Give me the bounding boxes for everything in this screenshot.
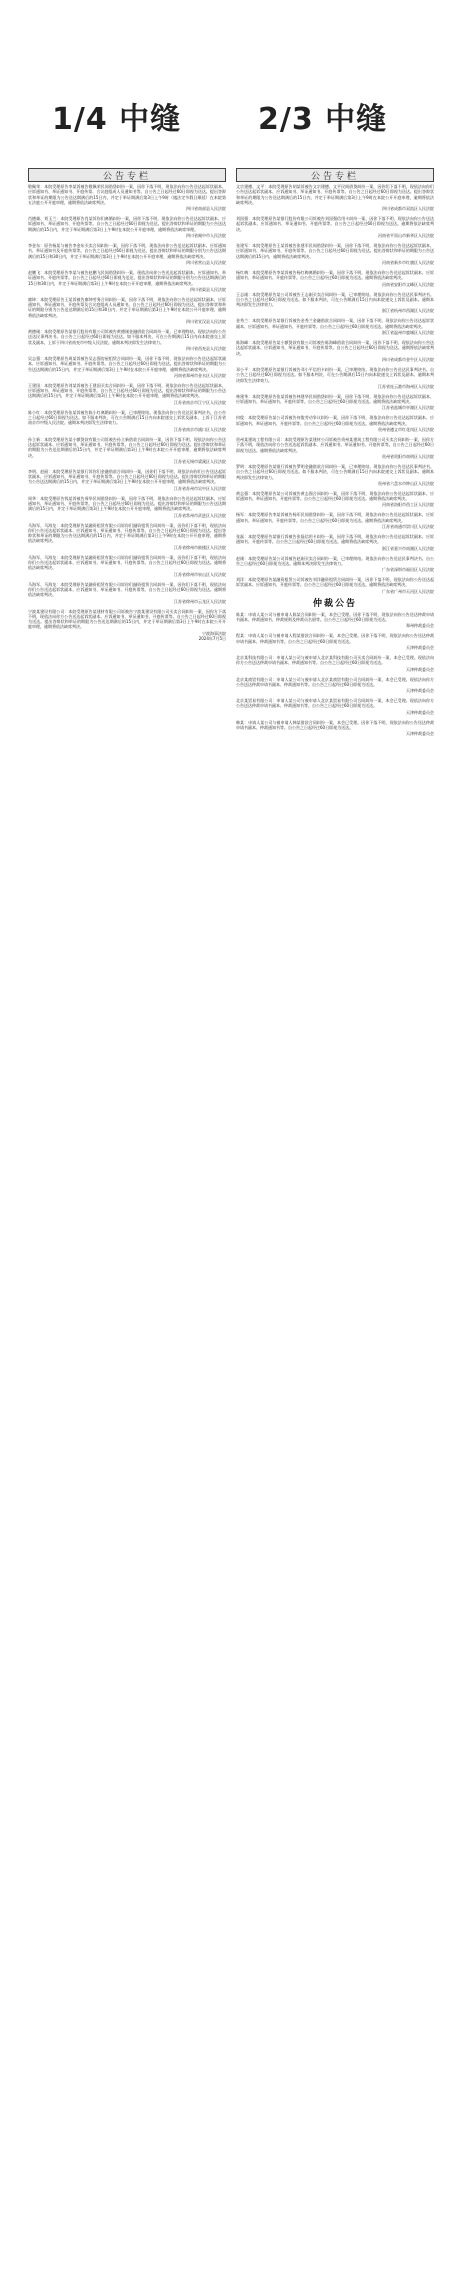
left-column-header: 公告专栏 [28,168,226,182]
notice-item [28,609,226,636]
notice-paragraph: 贵州某建筑工程有限公司：本院受理原告某建材公司诉被告贵州某建筑工程有限公司买卖合同纠纷一案，因你方下落不明，现依法向你方公告送达起诉状副本、应诉通知书、举证通知书、开庭传票等。自公告之日起经过60日即视为送达。逾期将依法缺席判决。 [236,437,434,453]
notice-signature: 四川省渠县人民法院 [190,286,226,292]
right-notice-list [236,184,434,594]
page-label-right: 2/3 中缝 [258,102,388,137]
notice-paragraph: 北京某商贸有限公司：申请人某公司与被申请人北京某商贸有限公司合同纠纷一案，本会已受理。现依法向你方公告送达仲裁申请书副本、仲裁通知书等。自公告之日起经过60日即视为送达。 [236,676,434,687]
notice-paragraph: 金秀兰：本院受理原告某银行诉被告金秀兰金融借款合同纠纷一案，因你下落不明，现依法向你公告送达起诉状副本、应诉通知书、举证通知书、开庭传票等。自公告之日起经过60日即视为送达。逾期将依法缺席判决。 [236,318,434,329]
notice-item [236,367,434,389]
notice-signature: 四川省成都市双流区人民法院 [382,206,434,212]
notice-signature: 广东省深圳市福田区人民法院 [382,567,434,573]
notice-signature: 四川省营山县人民法院 [186,259,226,265]
notice-item [28,410,226,432]
notice-paragraph: 张建军：本院受理原告王某诉被告张建军民间借贷纠纷一案，因你下落不明，现依法向你公告送达起诉状副本、应诉通知书、举证通知书、开庭传票等。自公告之日起经过60日即视为送达。提出答辩状和举证的期限为公告送达期满后的15日内，逾期将依法缺席判决。 [236,243,434,259]
notice-item [236,534,434,551]
notice-item [236,698,434,715]
notice-signature: 江苏省无锡市梁溪区人民法院 [174,458,226,464]
notice-paragraph: 孙立新：本院受理原告某小额贷款有限公司诉被告孙立新借款合同纠纷一案，因你下落不明，现依法向你公告送达起诉状副本、应诉通知书、举证通知书、开庭传票等。自公告之日起经过60日即视为送达。提出答辩状和举证的期限为公告送达期满后的15日内，并定于举证期满后第3日上午9时在本院公开开庭审理，逾期将依法缺席判决。 [28,436,226,458]
notice-paragraph: 王志刚：本院受理原告某公司诉被告王志刚买卖合同纠纷一案，已审理终结。现依法向你公告送达民事判决书。自公告之日起经过60日即视为送达。如不服本判决，可在公告期满后15日内向本院递交上诉状及副本。逾期本判决即发生法律效力。 [236,291,434,308]
notice-signature: 江苏省苏州市吴中区人民法院 [174,485,226,491]
notice-item [236,677,434,694]
notice-item [28,582,226,604]
notice-paragraph: 肖德雄、刘玉兰：本院受理原告肖某诉你们离婚纠纷一案，因你下落不明，现依法向你公告送达起诉状副本、应诉通知书、举证通知书、开庭传票等。自公告之日起经过60日即视为送达。提出答辩状和举证的期限为公告送达期满后的15日内，并定于举证期满后第3日上午9时在本院公开开庭审理，逾期将依法缺席审理。 [28,216,226,232]
notice-paragraph: 陈某：申请人某公司与被申请人陈某合同纠纷一案，本会已受理。因你下落不明，现依法向你公告送达仲裁申请书副本、仲裁通知书、仲裁规则及仲裁员名册等。自公告之日起经过60日即视为送达。 [236,611,434,623]
notice-paragraph: 敬佩荣：本院受理原告李某诉被告敬佩荣民间借贷纠纷一案，因你下落不明，现依法向你公告送达起诉状副本、应诉通知书、举证通知书、开庭传票、合议庭组成人员通知书等。自公告之日起经过60日即视为送达。提出答辩状和举证的期限为公告送达期满后的15日内，并定于举证期满后第3日上午9时（遇法定节假日顺延）在本院第五法庭公开开庭审理，逾期将依法缺席判决。 [28,184,226,205]
notice-item [236,415,434,432]
notice-paragraph: 马海军、马海龙：本院受理原告某融资租赁有限公司诉你们融资租赁合同纠纷一案，因你们下落不明，现依法向你们公告送达起诉状副本、应诉通知书、举证通知书、开庭传票等。自公告之日起经过60日即视为送达。逾期将依法缺席判决。 [28,554,226,571]
notice-item [28,469,226,491]
notice-paragraph: 张磊：本院受理原告某银行诉被告张磊信用卡纠纷一案，因你下落不明，现依法向你公告送达起诉状副本、应诉通知书、开庭传票等。自公告之日起经过60日即视为送达。逾期将依法缺席判决。 [236,533,434,545]
notice-item [236,464,434,486]
notice-item [236,184,434,211]
notice-item [236,394,434,411]
notice-paragraph: 程某：申请人某公司与被申请人程某借款合同纠纷一案，本会已受理。因你下落不明，现依法向你公告送达仲裁申请书副本、仲裁通知书等。自公告之日起经过60日即视为送达。 [236,633,434,644]
notice-paragraph: 杨红梅：本院受理原告李某诉被告杨红梅离婚纠纷一案，因你下落不明，现依法向你公告送达起诉状副本、应诉通知书、举证通知书、开庭传票等。自公告之日起经过60日即视为送达。逾期将依法缺席判决。 [236,269,434,281]
notice-signature: 江苏省徐州市鼓楼区人民法院 [174,544,226,550]
notice-signature: 宁波海事法院 [202,630,226,636]
notice-signature: 江苏省徐州市云龙区人民法院 [174,598,226,604]
notice-signature: 贵州省六盘水市钟山区人民法院 [378,480,434,486]
notice-signature: 浙江省温州市鹿城区人民法院 [382,330,434,336]
notice-item [28,184,226,211]
notice-paragraph: 宁波某建设有限公司：本院受理原告某建材有限公司诉被告宁波某建设有限公司买卖合同纠纷一案，因你方下落不明，现依法向你方公告送达起诉状副本、应诉通知书、举证通知书、开庭传票等。自公告之日起经过60日即视为送达。提出答辩状和举证的期限为公告送达期满后的15日内，并定于举证期满后第3日上午9时在本院公开开庭审理，逾期将依法缺席判决。 [28,608,226,630]
notice-item [236,270,434,287]
notice-paragraph: 吴志强：本院受理原告周某诉被告吴志强房屋租赁合同纠纷一案，因你下落不明，现依法向你公告送达起诉状副本、应诉通知书、举证通知书、开庭传票等。自公告之日起经过60日即视为送达。提出答辩状和举证的期限为公告送达期满后的15日内，并定于举证期满后第3日上午9时在本院公开开庭审理，逾期将依法缺席判决。 [28,355,226,372]
notice-signature: 贵州省贵阳市南明区人民法院 [382,453,434,459]
notice-paragraph: 文宗建德、文平：本院受理原告胡某诉被告文宗建德、文平民间借贷纠纷一案，因你们下落不明，现依法向你们公告送达起诉状副本、应诉通知书、举证通知书、开庭传票等。自公告之日起经过60日即视为送达。提出答辩状和举证的期限为公告送达期满后的15日内，并定于举证期满后第3日上午9时在本院公开开庭审理，逾期将依法缺席判决。 [236,184,434,205]
notice-signature: 浙江省嘉兴市南湖区人民法院 [382,545,434,551]
notice-item [28,329,226,351]
page-label-left: 1/4 中缝 [52,102,182,137]
notice-signature: 河南省郑州市金水区人民法院 [174,372,226,378]
notice-item [236,577,434,594]
notice-item [236,243,434,265]
notice-signature: 四川省南部县人民法院 [186,206,226,212]
notice-paragraph: 王建国：本院受理原告刘某诉被告王建国买卖合同纠纷一案，因你下落不明，现依法向你公告送达起诉状副本、应诉通知书、举证通知书、开庭传票等。自公告之日起经过60日即视为送达。提出答辩状和举证的期限为公告送达期满后的15日内，并定于举证期满后第3日上午9时在本院公开开庭审理，逾期将依法缺席判决。 [28,382,226,399]
left-footer-date: 2024年7月5日 [198,635,226,641]
notice-item [236,512,434,529]
notice-item [236,720,434,737]
notice-item [236,292,434,314]
notice-item [236,437,434,459]
notice-item [236,340,434,362]
notice-signature: 天津仲裁委员会 [406,666,434,672]
right-notice-column [236,168,434,2254]
notice-signature: 河南省安阳市文峰区人民法院 [382,281,434,287]
notice-signature: 天津仲裁委员会 [406,644,434,650]
notice-item [28,270,226,292]
notice-item [28,555,226,577]
notice-signature: 江苏省南通市崇川区人民法院 [382,523,434,529]
notice-paragraph: 李明、赵丽：本院受理原告某银行诉你们金融借款合同纠纷一案，因你们下落不明，现依法向你们公告送达起诉状副本、应诉通知书、举证通知书、开庭传票等。自公告之日起经过60日即视为送达。提出答辩状和举证的期限为公告送达期满后的15日内，并定于举证期满后第3日上午9时在本院公开开庭审理，逾期将依法缺席判决。 [28,468,226,485]
notice-item [28,216,226,238]
left-notice-list [28,184,226,636]
notice-paragraph: 李金东：原告杨某与被告李金东买卖合同纠纷一案，因你下落不明，现依法向你公告送达起诉状副本、应诉通知书、举证通知书及开庭传票等。自公告之日起经过60日即视为送达，提出答辩状和举证的期限分别为公告送达期满后的15日和30日内，并定于举证期满后第3日上午9时在本院公开开庭审理，逾期将依法缺席判决。 [28,243,226,259]
notice-paragraph: 何俊：本院受理原告某公司诉被告何俊劳动争议纠纷一案，因你下落不明，现依法向你公告送达起诉状副本、应诉通知书、举证通知书、开庭传票等。自公告之日起经过60日即视为送达。逾期将依法缺席判决。 [236,415,434,426]
notice-signature: 郑州仲裁委员会 [406,623,434,629]
notice-paragraph: 刘洋：本院受理原告某融资租赁公司诉被告刘洋融资租赁合同纠纷一案，因你下落不明，现依法向你公告送达起诉状副本、应诉通知书、开庭传票等。自公告之日起经过60日即视为送达。逾期将依法缺席判决。 [236,577,434,588]
notice-signature: 江苏省南京市江宁区人民法院 [174,399,226,405]
notice-paragraph: 北京某科技有限公司：申请人某公司与被申请人北京某科技有限公司买卖合同纠纷一案，本会已受理。现依法向你方公告送达仲裁申请书副本、仲裁通知书等。自公告之日起经过60日即视为送达。 [236,654,434,666]
notice-signature: 四川省成都市金牛区人民法院 [382,356,434,362]
notice-signature: 天津仲裁委员会 [406,709,434,715]
notice-item [28,243,226,265]
notice-signature: 四川省宣汉县人民法院 [186,319,226,325]
notice-signature: 河南省洛阳市西工区人民法院 [382,502,434,508]
notice-paragraph: 韩某：申请人某公司与被申请人韩某借款合同纠纷一案，本会已受理。因你下落不明，现依法向你公告送达仲裁申请书副本、仲裁通知书等。自公告之日起经过60日即视为送达。 [236,719,434,731]
notice-item [28,383,226,405]
notice-signature: 天津仲裁委员会 [406,688,434,694]
notice-signature: 江苏省常州市武进区人民法院 [174,512,226,518]
notice-item [236,655,434,672]
notice-item [236,556,434,573]
notice-signature: 贵州省遵义市红花岗区人民法院 [378,427,434,433]
right-column-header: 公告专栏 [236,168,434,182]
notice-paragraph: 赵刚：本院受理原告某公司诉被告赵刚买卖合同纠纷一案，已审理终结。现依法向你公告送达民事判决书。自公告之日起经过60日即视为送达。逾期本判决即发生法律效力。 [236,555,434,566]
notice-paragraph: 赵鹏飞：本院受理原告李某与被告赵鹏飞民间借贷纠纷一案，现依法向你公告送达起诉状副本、应诉通知书、举证通知书、开庭传票等。自公告之日起经过60日即视为送达，提出答辩状和举证的期限分别为公告送达期满后的15日和30日内，并定于举证期满后第3日上午9时在本院公开开庭审理，逾期将依法缺席判决。 [28,269,226,286]
notice-paragraph: 黄德刚：本院受理原告某银行股份有限公司诉被告黄德刚金融借款合同纠纷一案，已审理终结。现依法向你公告送达民事判决书。自公告之日起经过60日即视为送达。如不服本判决，可在公告期满后15日内向本院递交上诉状及副本，上诉于四川省南充市中级人民法院。逾期本判决即发生法律效力。 [28,329,226,345]
notice-paragraph: 周华：本院受理原告钱某诉被告周华民间借贷纠纷一案，因你下落不明，现依法向你公告送达起诉状副本、应诉通知书、举证通知书、开庭传票等。自公告之日起经过60日即视为送达。提出答辩状和举证的期限为公告送达期满后的15日内，并定于举证期满后第3日上午9时在本院公开开庭审理，逾期将依法缺席判决。 [28,495,226,512]
notice-item [28,297,226,324]
left-notice-column [28,168,226,2264]
notice-paragraph: 陈海峰：本院受理原告某小额贷款有限公司诉被告陈海峰借款合同纠纷一案，因你下落不明，现依法向你公告送达起诉状副本、应诉通知书、举证通知书、开庭传票等。自公告之日起经过60日即视为送达。逾期将依法缺席判决。 [236,340,434,356]
notice-paragraph: 刘国强：本院受理原告某银行股份有限公司诉被告刘国强信用卡纠纷一案，因你下落不明，现依法向你公告送达起诉状副本、应诉通知书、举证通知书、开庭传票等。自公告之日起经过60日即视为送达。逾期将依法缺席判决。 [236,216,434,232]
notice-paragraph: 北京某贸易有限公司：申请人某公司与被申请人北京某贸易有限公司合同纠纷一案，本会已受理。现依法向你方公告送达仲裁申请书副本、仲裁通知书等。自公告之日起经过60日即视为送达。 [236,698,434,709]
notice-paragraph: 林建华：本院受理原告张某诉被告林建华民间借贷纠纷一案，因你下落不明，现依法向你公告送达起诉状副本、应诉通知书、举证通知书、开庭传票等。自公告之日起经过60日即视为送达。逾期将依法缺席判决。 [236,393,434,405]
notice-item [236,318,434,335]
arbitration-notice-list [236,612,434,737]
notice-signature: 江苏省南京市浦口区人民法院 [174,426,226,432]
notice-paragraph: 陈小红：本院受理原告张某诉被告陈小红离婚纠纷一案，已审理终结。现依法向你公告送达民事判决书。自公告之日起经过60日即视为送达。如不服本判决，可在公告期满后15日内向本院递交上诉状及副本，上诉于江苏省南京市中级人民法院。逾期本判决即发生法律效力。 [28,409,226,426]
notice-signature: 四川省西充县人民法院 [186,345,226,351]
arbitration-section-heading: 仲裁公告 [312,598,357,609]
notice-signature: 江苏省连云港市海州区人民法院 [378,383,434,389]
notice-signature: 天津仲裁委员会 [406,731,434,737]
notice-paragraph: 廖坤：本院受理原告王某诉被告廖坤劳务合同纠纷一案，因你下落不明，现依法向你公告送达起诉状副本、应诉通知书、举证通知书、开庭传票及合议庭组成人员通知书。自公告之日起经过60日即视为送达，提出答辩状和举证的期限分别为公告送达期满后的15日和30日内，并定于举证期满后第3日上午9时在本院公开开庭审理，逾期将依法缺席判决。 [28,296,226,318]
notice-item [28,356,226,378]
notice-item [236,612,434,629]
notice-signature: 河南省平顶山市新华区人民法院 [378,233,434,239]
notice-item [28,496,226,518]
notice-paragraph: 黄志强：本院受理原告某公司诉被告黄志强合同纠纷一案，因你下落不明，现依法向你公告送达起诉状副本、应诉通知书、举证通知书、开庭传票等。自公告之日起经过60日即视为送达。逾期将依法缺席判决。 [236,490,434,502]
notice-paragraph: 罗明：本院受理原告某银行诉被告罗明金融借款合同纠纷一案，已审理终结。现依法向你公告送达民事判决书。自公告之日起经过60日即视为送达。如不服本判决，可在公告期满后15日内向本院递交上诉状及副本。逾期本判决即发生法律效力。 [236,463,434,480]
notice-signature: 河南省新乡市红旗区人民法院 [382,259,434,265]
notice-signature: 广东省广州市天河区人民法院 [382,588,434,594]
notice-item [28,523,226,550]
notice-item [236,491,434,508]
notice-paragraph: 邓小平：本院受理原告某银行诉被告邓小平信用卡纠纷一案，已审理终结。现依法向你公告送达民事判决书。自公告之日起经过60日即视为送达。如不服本判决，可在公告期满后15日内向本院递交上诉状及副本。逾期本判决即发生法律效力。 [236,366,434,383]
notice-item [236,216,434,238]
notice-signature: 四川省阆中市人民法院 [186,233,226,239]
notice-item [28,437,226,464]
notice-signature: 江苏省徐州市泉山区人民法院 [174,571,226,577]
notice-item [236,633,434,650]
notice-paragraph: 马海军、马海龙：本院受理原告某融资租赁有限公司诉你们融资租赁合同纠纷一案，因你们下落不明，现依法向你们公告送达起诉状副本、应诉通知书、举证通知书、开庭传票等。自公告之日起经过60日即视为送达。提出答辩状和举证的期限为公告送达期满后的15日内，并定于举证期满后第3日上午9时在本院公开开庭审理，逾期将依法缺席判决。 [28,522,226,544]
notice-paragraph: 杨军：本院受理原告李某诉被告杨军民间借贷纠纷一案，因你下落不明，现依法向你公告送达起诉状副本、应诉通知书、举证通知书、开庭传票等。自公告之日起经过60日即视为送达。逾期将依法缺席判决。 [236,512,434,523]
notice-signature: 浙江省杭州市西湖区人民法院 [382,308,434,314]
notice-signature: 江苏省盐城市亭湖区人民法院 [382,405,434,411]
notice-paragraph: 马海军、马海龙：本院受理原告某融资租赁有限公司诉你们融资租赁合同纠纷一案，因你们下落不明，现依法向你们公告送达起诉状副本、应诉通知书、举证通知书、开庭传票等。自公告之日起经过60日即视为送达。逾期将依法缺席判决。 [28,581,226,598]
